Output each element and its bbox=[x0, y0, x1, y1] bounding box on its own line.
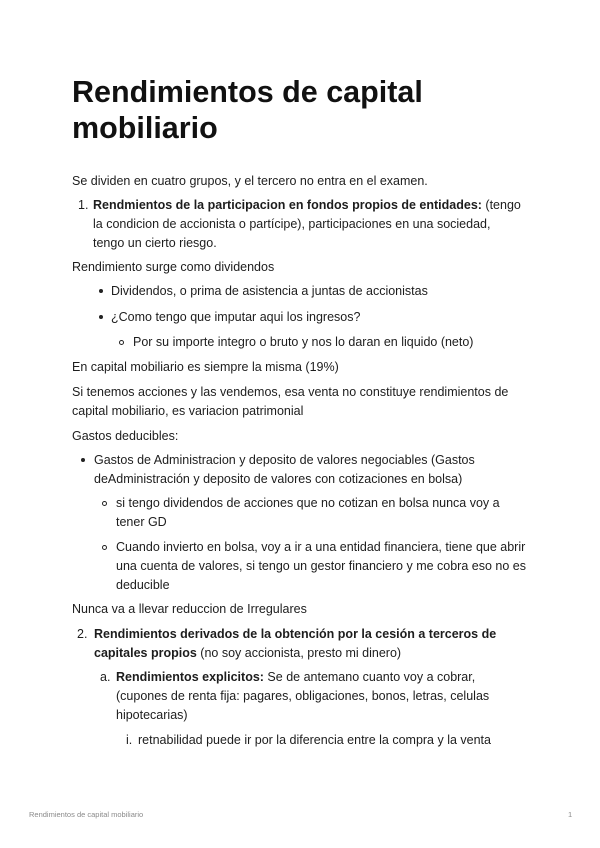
list-marker-2: 2. bbox=[77, 627, 88, 641]
sub-bullet-circle bbox=[102, 545, 107, 550]
list-marker-2a: a. bbox=[100, 670, 111, 684]
footer-page-number: 1 bbox=[568, 810, 573, 819]
list-item-2-bold: Rendimientos derivados de la obtención por la cesión a terceros de capitales propios bbox=[94, 627, 497, 660]
list-item-1-text: (tengo la condicion de accionista o partícipe), participaciones en una sociedad, tengo un cierto riesgo. bbox=[93, 198, 521, 250]
bullet-item: Dividendos, o prima de asistencia a juntas de accionistas bbox=[111, 284, 428, 298]
sub-bullet-circle bbox=[102, 501, 107, 506]
list-marker-2ai: i. bbox=[126, 733, 133, 747]
footer-title: Rendimientos de capital mobiliario bbox=[29, 810, 144, 819]
nunca-paragraph: Nunca va a llevar reduccion de Irregulares bbox=[72, 602, 307, 616]
siempre-paragraph: En capital mobiliario es siempre la misma (19%) bbox=[72, 360, 339, 374]
list-item-2-text: (no soy accionista, presto mi dinero) bbox=[196, 646, 402, 660]
list-item-2a-bold: Rendimientos explicitos: bbox=[116, 670, 264, 684]
bullet-gastos: Gastos de Administracion y deposito de valores negociables (Gastos deAdministración y deposito de valores con cotizaciones en bolsa) bbox=[94, 453, 475, 486]
list-marker-1: 1. bbox=[78, 198, 89, 212]
list-item-2 bbox=[94, 625, 502, 663]
acciones-paragraph: Si tenemos acciones y las vendemos, esa venta no constituye rendimientos de capital mobiliario, es variacion patrimonial bbox=[72, 385, 509, 418]
sub-bullet-circle bbox=[119, 340, 124, 345]
list-item-2a-text: Se de antemano cuanto voy a cobrar, (cupones de renta fija: pagares, obligaciones, bonos, letras, celulas hipotecarias) bbox=[116, 670, 490, 722]
dividendos-paragraph: Rendimiento surge como dividendos bbox=[72, 260, 275, 274]
list-item-2ai: retnabilidad puede ir por la diferencia entre la compra y la venta bbox=[138, 733, 491, 747]
list-item-2a bbox=[116, 668, 516, 725]
sub-bullet-gastos-1: si tengo dividendos de acciones que no cotizan en bolsa nunca voy a tener GD bbox=[116, 496, 500, 529]
list-item-1-bold: Rendmientos de la participacion en fondos propios de entidades: bbox=[93, 198, 482, 212]
gastos-paragraph: Gastos deducibles: bbox=[72, 429, 179, 443]
bullet-item: ¿Como tengo que imputar aqui los ingresos? bbox=[111, 310, 361, 324]
list-item-1 bbox=[93, 196, 525, 253]
bullet-dot bbox=[81, 458, 85, 462]
bullet-dot bbox=[99, 315, 103, 319]
page-title: Rendimientos de capital mobiliario bbox=[72, 75, 423, 145]
sub-bullet-item: Por su importe integro o bruto y nos lo daran en liquido (neto) bbox=[133, 335, 474, 349]
intro-paragraph: Se dividen en cuatro grupos, y el tercero no entra en el examen. bbox=[72, 174, 428, 188]
bullet-dot bbox=[99, 289, 103, 293]
sub-bullet-gastos-2: Cuando invierto en bolsa, voy a ir a una entidad financiera, tiene que abrir una cuenta de valores, si tengo un gestor financiero y me cobra eso no es deducible bbox=[116, 540, 526, 592]
